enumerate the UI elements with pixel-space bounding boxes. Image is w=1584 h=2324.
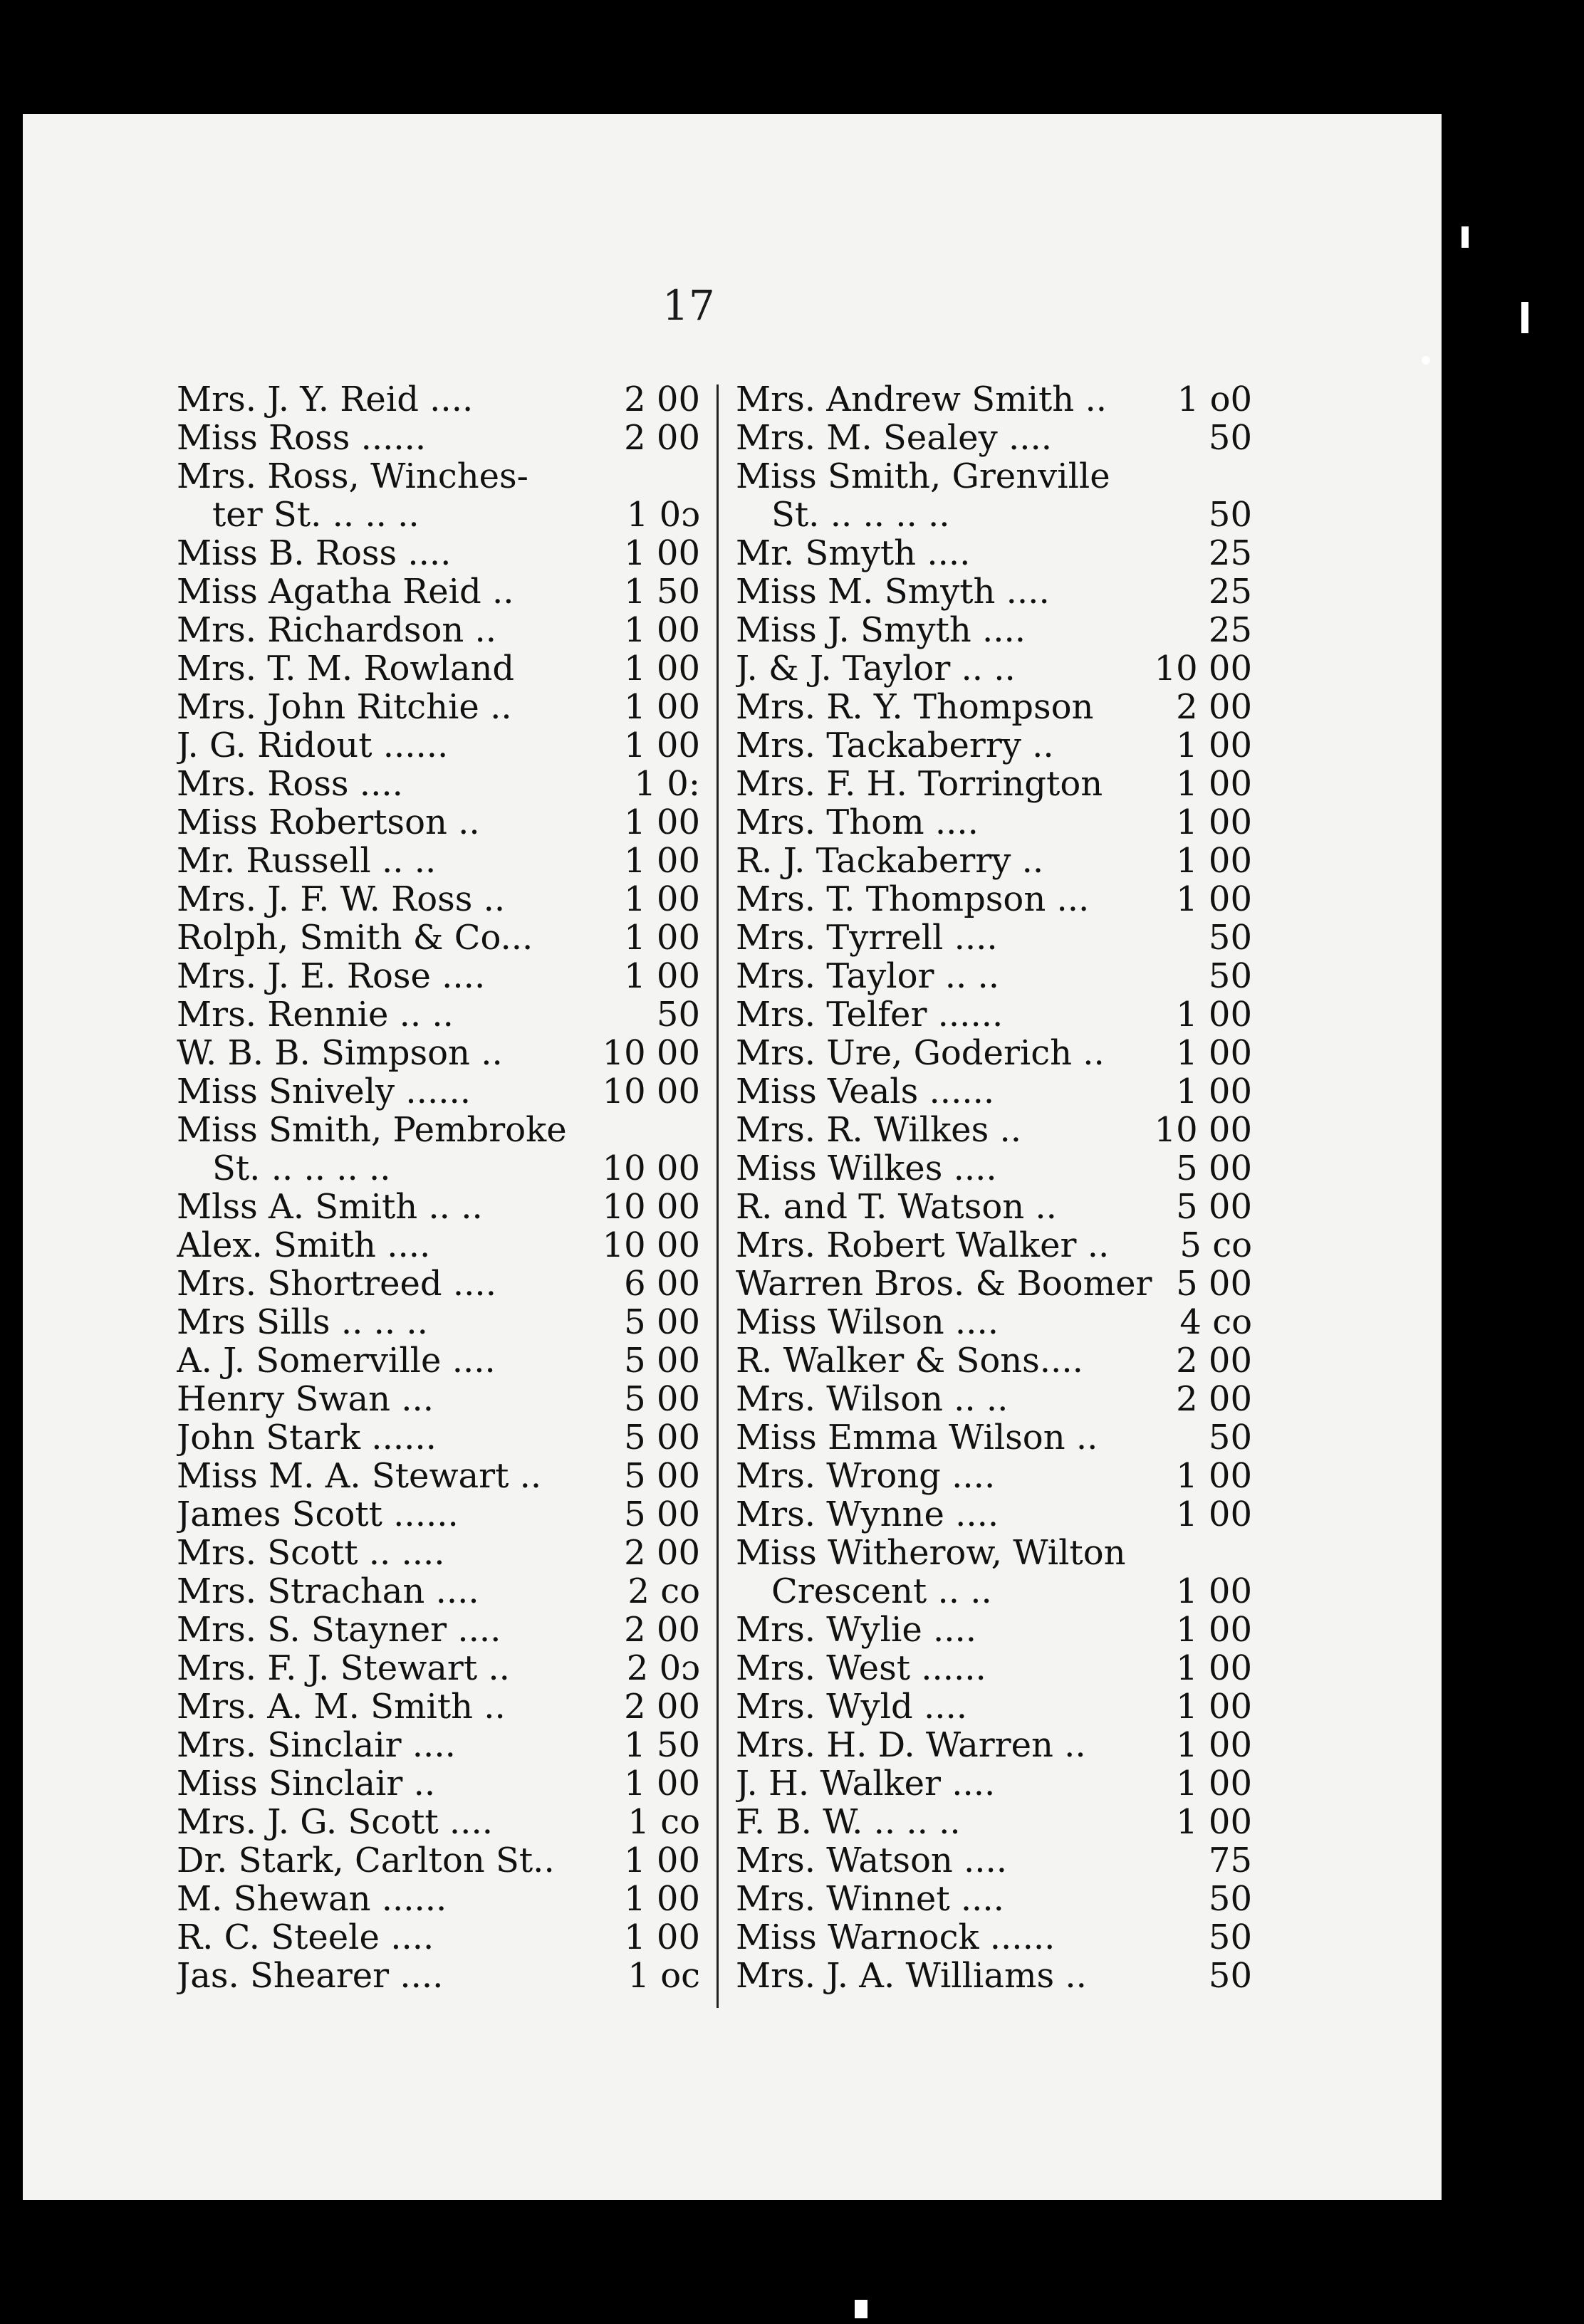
subscriber-name: J. H. Walker .... xyxy=(736,1764,996,1803)
subscription-amount: 1 00 xyxy=(1176,841,1252,881)
subscriber-row xyxy=(736,1380,1252,1418)
subscriber-name: Miss Smith, Grenville xyxy=(736,457,1110,496)
subscription-amount: 10 00 xyxy=(602,1225,700,1265)
subscription-amount: 10 00 xyxy=(602,1072,700,1111)
subscription-amount: 10 00 xyxy=(1154,649,1252,689)
subscriber-name: Mrs. Andrew Smith .. xyxy=(736,380,1107,419)
subscription-amount: 6 00 xyxy=(624,1264,700,1304)
subscriber-name: Mrs. J. E. Rose .... xyxy=(177,957,486,995)
subscription-amount: 10 00 xyxy=(602,1033,700,1073)
subscriber-row xyxy=(177,1226,700,1265)
subscriber-name: Mrs. Sinclair .... xyxy=(177,1726,456,1764)
subscriber-row xyxy=(736,1265,1252,1303)
subscription-amount: 10 00 xyxy=(602,1187,700,1227)
subscriber-row xyxy=(177,1957,700,1995)
subscriber-name: Mrs. Strachan .... xyxy=(177,1572,479,1611)
subscription-amount: 1 00 xyxy=(1176,1495,1252,1534)
subscription-amount: 1 00 xyxy=(624,879,700,919)
subscription-amount: 2 00 xyxy=(624,1687,700,1727)
subscriber-name: James Scott ...... xyxy=(177,1495,459,1534)
subscriber-name: Mrs. T. Thompson ... xyxy=(736,880,1090,918)
subscriber-row xyxy=(177,1072,700,1111)
subscription-amount: 50 xyxy=(1208,418,1252,458)
subscriber-name: R. and T. Watson .. xyxy=(736,1188,1057,1226)
subscriber-row xyxy=(177,995,700,1034)
subscriber-row xyxy=(177,1303,700,1341)
subscriber-name: Mrs. J. Y. Reid .... xyxy=(177,380,474,419)
subscriber-name: Mrs. J. F. W. Ross .. xyxy=(177,880,506,918)
subscription-amount: 1 00 xyxy=(624,1917,700,1957)
subscriber-name: Mrs. Shortreed .... xyxy=(177,1265,496,1303)
subscription-amount: 2 00 xyxy=(624,1533,700,1573)
subscription-amount: 1 00 xyxy=(624,610,700,650)
subscription-amount: 1 00 xyxy=(1176,1802,1252,1842)
speck-mark xyxy=(855,2300,867,2318)
subscriber-row xyxy=(177,1149,700,1188)
subscriber-row xyxy=(177,957,700,995)
subscription-amount: 1 50 xyxy=(624,1725,700,1765)
subscriber-row xyxy=(736,496,1252,534)
subscriber-name: Mr. Smyth .... xyxy=(736,534,971,572)
subscriber-name: Mrs. Tackaberry .. xyxy=(736,726,1054,765)
subscription-amount: 1 00 xyxy=(1176,1687,1252,1727)
subscription-amount: 1 00 xyxy=(624,649,700,689)
subscription-amount: 2 co xyxy=(627,1571,700,1611)
subscriber-name: John Stark ...... xyxy=(177,1418,437,1457)
subscriber-row xyxy=(177,918,700,957)
subscriber-row xyxy=(177,1457,700,1495)
subscriber-name: Mrs. F. J. Stewart .. xyxy=(177,1649,510,1687)
subscriber-name: Miss Emma Wilson .. xyxy=(736,1418,1098,1457)
subscription-amount: 50 xyxy=(1208,956,1252,996)
subscriber-name: Miss M. Smyth .... xyxy=(736,572,1050,611)
subscriber-name: Mrs. S. Stayner .... xyxy=(177,1611,501,1649)
subscriber-row xyxy=(736,1072,1252,1111)
subscriber-name: Mrs. Rennie .. .. xyxy=(177,995,454,1034)
subscriber-row xyxy=(177,1726,700,1764)
subscriber-name: Mrs. Wrong .... xyxy=(736,1457,996,1495)
subscriber-row xyxy=(177,1188,700,1226)
subscriber-row xyxy=(177,1649,700,1687)
subscriber-name: Miss M. A. Stewart .. xyxy=(177,1457,542,1495)
subscriber-name: Miss Ross ...... xyxy=(177,419,427,457)
speck-mark xyxy=(1521,302,1528,333)
subscriber-row xyxy=(736,1111,1252,1149)
subscription-amount: 2 00 xyxy=(1176,687,1252,727)
subscription-amount: 50 xyxy=(1208,1956,1252,1996)
subscriber-name: Mlss A. Smith .. .. xyxy=(177,1188,483,1226)
subscriber-row xyxy=(736,1226,1252,1265)
subscription-amount: 1 00 xyxy=(1176,764,1252,804)
subscriber-row xyxy=(177,1572,700,1611)
right-subscriber-column xyxy=(736,380,1252,1995)
subscriber-row xyxy=(736,1188,1252,1226)
subscriber-row xyxy=(177,1918,700,1957)
subscriber-row xyxy=(177,880,700,918)
page-number: 17 xyxy=(662,281,715,330)
subscription-amount: 5 00 xyxy=(1176,1264,1252,1304)
subscriber-name: Warren Bros. & Boomer xyxy=(736,1265,1152,1303)
subscriber-name: Mrs. Telfer ...... xyxy=(736,995,1004,1034)
subscription-amount: 1 00 xyxy=(1176,1610,1252,1650)
subscription-amount: 4 co xyxy=(1179,1302,1252,1342)
subscription-amount: 5 00 xyxy=(624,1341,700,1381)
subscription-amount: 2 00 xyxy=(624,1610,700,1650)
subscriber-name: Mrs. West ...... xyxy=(736,1649,986,1687)
subscription-amount: 1 00 xyxy=(1176,802,1252,842)
subscription-amount: 1 00 xyxy=(624,841,700,881)
subscriber-row xyxy=(177,1880,700,1918)
subscriber-row xyxy=(177,1803,700,1841)
subscriber-name: Mrs. A. M. Smith .. xyxy=(177,1687,506,1726)
subscription-amount: 1 00 xyxy=(1176,1571,1252,1611)
subscriber-row xyxy=(736,380,1252,419)
subscriber-name: Miss Wilkes .... xyxy=(736,1149,997,1188)
subscription-amount: 1 co xyxy=(627,1802,700,1842)
subscriber-row xyxy=(177,1687,700,1726)
subscription-amount xyxy=(600,457,700,496)
subscriber-name: Miss Wilson .... xyxy=(736,1303,999,1341)
subscriber-row xyxy=(177,534,700,572)
subscriber-name: M. Shewan ...... xyxy=(177,1880,447,1918)
subscription-amount: 1 00 xyxy=(1176,1072,1252,1111)
subscription-amount: 25 xyxy=(1208,610,1252,650)
subscriber-row xyxy=(736,1611,1252,1649)
subscription-amount: 5 00 xyxy=(624,1302,700,1342)
subscriber-row xyxy=(736,995,1252,1034)
subscriber-row xyxy=(177,572,700,611)
subscriber-row xyxy=(736,1495,1252,1534)
subscriber-name: Miss Warnock ...... xyxy=(736,1918,1056,1957)
subscriber-name: Mr. Russell .. .. xyxy=(177,842,437,880)
subscription-amount: 2 00 xyxy=(624,418,700,458)
subscription-amount: 25 xyxy=(1208,572,1252,612)
subscriber-name: Mrs Sills .. .. .. xyxy=(177,1303,428,1341)
subscription-amount: 1 00 xyxy=(624,956,700,996)
subscription-amount: 5 co xyxy=(1179,1225,1252,1265)
subscription-amount: 1 oc xyxy=(627,1956,700,1996)
subscriber-row xyxy=(736,1649,1252,1687)
subscriber-row xyxy=(736,534,1252,572)
subscriber-row xyxy=(736,1149,1252,1188)
subscription-amount: 5 00 xyxy=(624,1379,700,1419)
subscriber-name: Rolph, Smith & Co... xyxy=(177,918,533,957)
subscription-amount: 5 00 xyxy=(624,1418,700,1457)
subscription-amount: 2 00 xyxy=(624,380,700,419)
subscriber-row xyxy=(177,765,700,803)
subscription-amount: 1 00 xyxy=(1176,995,1252,1035)
subscriber-name: Mrs. Winnet .... xyxy=(736,1880,1004,1918)
subscriber-name: Mrs. J. G. Scott .... xyxy=(177,1803,493,1841)
subscriber-row xyxy=(177,1611,700,1649)
subscriber-row xyxy=(177,649,700,688)
subscriber-name: F. B. W. .. .. .. xyxy=(736,1803,961,1841)
subscriber-name: Miss J. Smyth .... xyxy=(736,611,1026,649)
subscription-amount xyxy=(1152,1534,1252,1572)
subscriber-row xyxy=(736,1880,1252,1918)
subscription-amount: 1 00 xyxy=(624,1764,700,1804)
subscriber-name: St. .. .. .. .. xyxy=(212,1149,391,1188)
subscriber-row xyxy=(736,1918,1252,1957)
subscription-amount: 5 00 xyxy=(624,1495,700,1534)
subscription-amount: 1 00 xyxy=(1176,1648,1252,1688)
subscriber-name: Mrs. M. Sealey .... xyxy=(736,419,1052,457)
subscriber-row xyxy=(736,572,1252,611)
subscriber-row xyxy=(736,1764,1252,1803)
subscription-amount: 50 xyxy=(1208,495,1252,535)
subscriber-name: W. B. B. Simpson .. xyxy=(177,1034,503,1072)
subscriber-name: Mrs. Taylor .. .. xyxy=(736,957,1000,995)
subscriber-row xyxy=(736,457,1252,496)
subscriber-name: R. Walker & Sons.... xyxy=(736,1341,1083,1380)
subscriber-name: Henry Swan ... xyxy=(177,1380,434,1418)
subscriber-name: Mrs. Scott .. .... xyxy=(177,1534,445,1572)
subscriber-name: Jas. Shearer .... xyxy=(177,1957,444,1995)
subscription-amount: 1 00 xyxy=(624,802,700,842)
subscription-amount xyxy=(600,1111,700,1149)
subscriber-row xyxy=(177,611,700,649)
subscriber-name: Miss B. Ross .... xyxy=(177,534,452,572)
subscriber-name: Crescent .. .. xyxy=(771,1572,992,1611)
subscription-amount: 25 xyxy=(1208,533,1252,573)
subscriber-name: Dr. Stark, Carlton St.. xyxy=(177,1841,555,1880)
subscription-amount: 5 00 xyxy=(1176,1148,1252,1188)
subscription-amount: 5 00 xyxy=(1176,1187,1252,1227)
subscriber-row xyxy=(177,1380,700,1418)
subscription-amount: 1 00 xyxy=(624,533,700,573)
subscriber-row xyxy=(736,1418,1252,1457)
subscriber-name: Mrs. R. Y. Thompson xyxy=(736,688,1094,726)
subscription-amount: 1 0: xyxy=(634,764,700,804)
subscription-amount: 50 xyxy=(1208,1917,1252,1957)
subscription-amount: 1 00 xyxy=(624,726,700,765)
subscriber-name: Mrs. F. H. Torrington xyxy=(736,765,1103,803)
subscriber-name: ter St. .. .. .. xyxy=(212,496,420,534)
subscription-amount: 50 xyxy=(1208,1879,1252,1919)
subscriber-row xyxy=(177,1841,700,1880)
subscription-amount xyxy=(1152,457,1252,496)
subscriber-name: Miss Snively ...... xyxy=(177,1072,471,1111)
subscriber-name: Mrs. Thom .... xyxy=(736,803,979,842)
subscription-amount: 50 xyxy=(656,995,700,1035)
subscriber-row xyxy=(736,880,1252,918)
subscriber-row xyxy=(177,1034,700,1072)
subscriber-row xyxy=(177,380,700,419)
subscriber-row xyxy=(736,726,1252,765)
subscriber-row xyxy=(177,1265,700,1303)
subscriber-row xyxy=(177,1111,700,1149)
subscription-amount: 1 00 xyxy=(1176,1725,1252,1765)
subscriber-name: St. .. .. .. .. xyxy=(771,496,950,534)
subscription-amount: 1 00 xyxy=(1176,1764,1252,1804)
subscriber-name: A. J. Somerville .... xyxy=(177,1341,496,1380)
subscriber-name: Mrs. H. D. Warren .. xyxy=(736,1726,1086,1764)
subscriber-name: Miss Sinclair .. xyxy=(177,1764,436,1803)
subscriber-row xyxy=(736,1457,1252,1495)
column-divider xyxy=(717,384,719,2008)
speck-mark xyxy=(1461,226,1469,248)
subscriber-name: Miss Smith, Pembroke xyxy=(177,1111,567,1149)
subscriber-row xyxy=(177,1418,700,1457)
subscriber-row xyxy=(736,765,1252,803)
subscriber-row xyxy=(736,957,1252,995)
subscriber-name: R. J. Tackaberry .. xyxy=(736,842,1044,880)
subscriber-row xyxy=(177,1534,700,1572)
subscription-amount: 10 00 xyxy=(1154,1110,1252,1150)
subscriber-row xyxy=(736,1572,1252,1611)
subscription-amount: 2 00 xyxy=(1176,1379,1252,1419)
subscriber-name: Alex. Smith .... xyxy=(177,1226,431,1265)
subscriber-row xyxy=(736,1957,1252,1995)
subscriber-row xyxy=(177,842,700,880)
subscriber-row xyxy=(736,419,1252,457)
subscriber-row xyxy=(736,1534,1252,1572)
subscriber-row xyxy=(177,688,700,726)
subscriber-row xyxy=(736,1803,1252,1841)
subscriber-row xyxy=(736,1034,1252,1072)
subscriber-row xyxy=(177,457,700,496)
subscription-amount: 50 xyxy=(1208,1418,1252,1457)
subscriber-name: Mrs. Wynne .... xyxy=(736,1495,999,1534)
subscriber-row xyxy=(736,1726,1252,1764)
subscriber-name: Mrs. Wyld .... xyxy=(736,1687,968,1726)
left-subscriber-column xyxy=(177,380,700,1995)
subscription-amount: 10 00 xyxy=(602,1148,700,1188)
subscriber-name: Mrs. J. A. Williams .. xyxy=(736,1957,1087,1995)
subscriber-row xyxy=(177,419,700,457)
subscriber-name: J. G. Ridout ...... xyxy=(177,726,449,765)
subscriber-name: Miss Agatha Reid .. xyxy=(177,572,514,611)
subscription-amount: 75 xyxy=(1208,1841,1252,1880)
subscriber-name: Mrs. T. M. Rowland xyxy=(177,649,515,688)
subscriber-name: Miss Veals ...... xyxy=(736,1072,995,1111)
subscriber-name: Mrs. Richardson .. xyxy=(177,611,497,649)
subscriber-row xyxy=(736,649,1252,688)
subscription-amount: 2 00 xyxy=(1176,1341,1252,1381)
subscription-amount: 1 00 xyxy=(624,687,700,727)
subscriber-name: Mrs. Wilson .. .. xyxy=(736,1380,1009,1418)
subscriber-row xyxy=(736,1303,1252,1341)
subscriber-name: J. & J. Taylor .. .. xyxy=(736,649,1016,688)
subscriber-row xyxy=(736,918,1252,957)
subscriber-row xyxy=(736,842,1252,880)
subscriber-row xyxy=(736,1841,1252,1880)
subscriber-row xyxy=(177,1341,700,1380)
subscriber-name: Miss Robertson .. xyxy=(177,803,480,842)
subscriber-name: Mrs. Ross, Winches- xyxy=(177,457,528,496)
subscriber-row xyxy=(177,803,700,842)
subscription-amount: 1 o0 xyxy=(1177,380,1252,419)
subscriber-name: Miss Witherow, Wilton xyxy=(736,1534,1126,1572)
subscriber-name: Mrs. Ross .... xyxy=(177,765,403,803)
speck-mark xyxy=(1422,356,1430,365)
subscriber-row xyxy=(736,688,1252,726)
subscriber-name: Mrs. Tyrrell .... xyxy=(736,918,998,957)
subscription-amount: 2 0ɔ xyxy=(626,1648,700,1688)
subscriber-name: Mrs. Watson .... xyxy=(736,1841,1008,1880)
subscriber-name: Mrs. Robert Walker .. xyxy=(736,1226,1110,1265)
subscriber-row xyxy=(177,726,700,765)
subscriber-name: Mrs. R. Wilkes .. xyxy=(736,1111,1021,1149)
subscription-amount: 5 00 xyxy=(624,1456,700,1496)
subscriber-name: Mrs. Ure, Goderich .. xyxy=(736,1034,1105,1072)
subscription-amount: 1 00 xyxy=(624,918,700,958)
subscriber-row xyxy=(177,1495,700,1534)
subscription-amount: 1 00 xyxy=(624,1841,700,1880)
subscription-amount: 1 00 xyxy=(1176,1033,1252,1073)
subscriber-name: Mrs. John Ritchie .. xyxy=(177,688,512,726)
subscription-amount: 1 00 xyxy=(624,1879,700,1919)
subscriber-row xyxy=(736,803,1252,842)
subscription-amount: 1 0ɔ xyxy=(626,495,700,535)
subscriber-name: Mrs. Wylie .... xyxy=(736,1611,977,1649)
subscriber-row xyxy=(177,1764,700,1803)
subscription-amount: 50 xyxy=(1208,918,1252,958)
subscription-amount: 1 00 xyxy=(1176,726,1252,765)
subscription-amount: 1 50 xyxy=(624,572,700,612)
subscriber-row xyxy=(736,611,1252,649)
subscriber-row xyxy=(736,1341,1252,1380)
subscriber-name: R. C. Steele .... xyxy=(177,1918,434,1957)
subscriber-row xyxy=(736,1687,1252,1726)
subscriber-row xyxy=(177,496,700,534)
subscription-amount: 1 00 xyxy=(1176,879,1252,919)
subscription-amount: 1 00 xyxy=(1176,1456,1252,1496)
